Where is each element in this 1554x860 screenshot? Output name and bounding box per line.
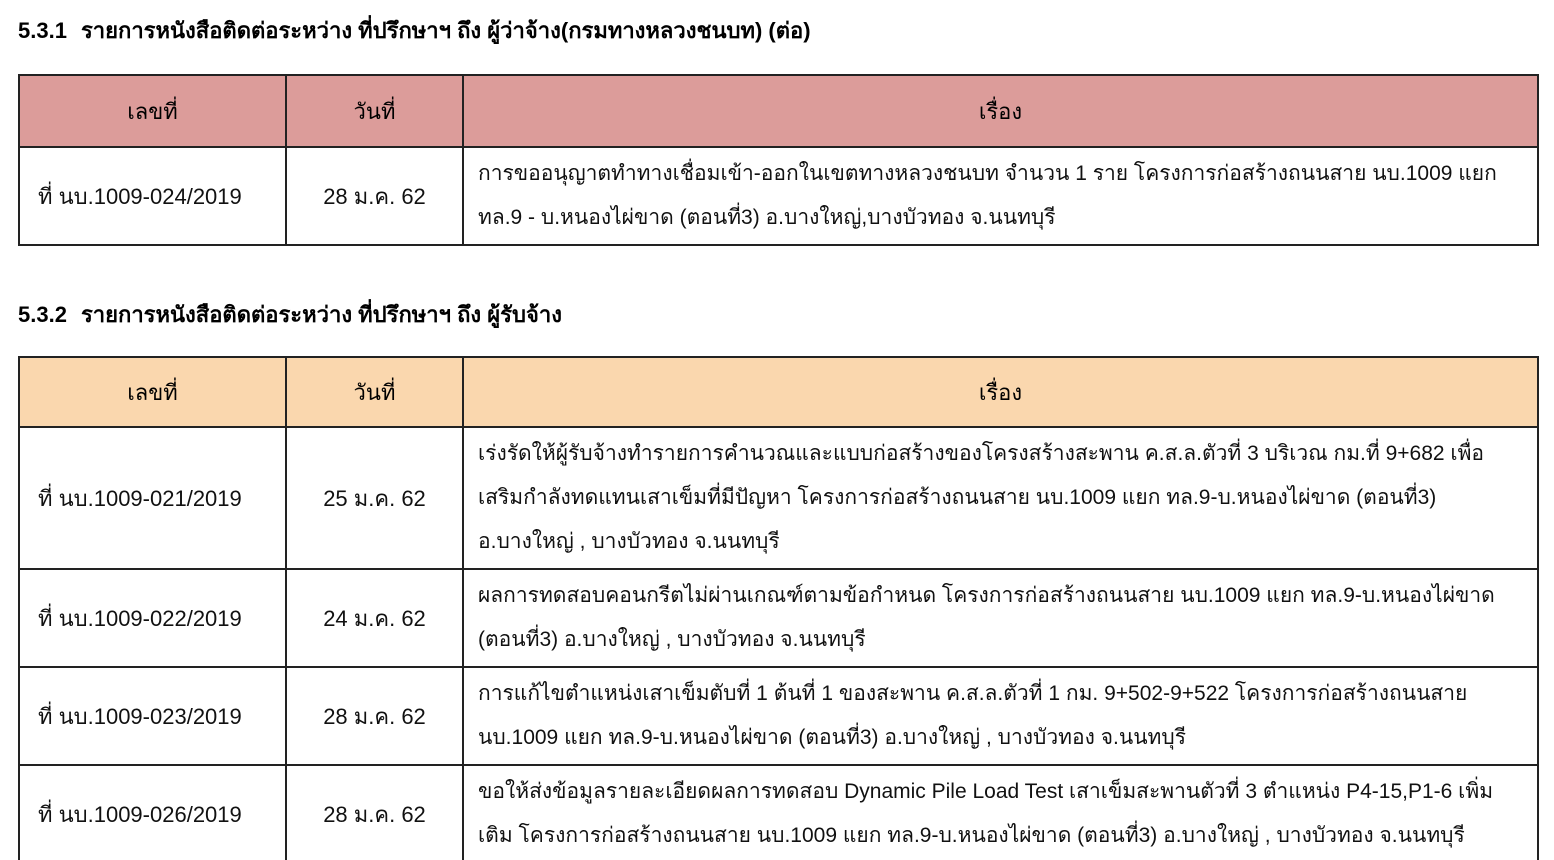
table-row xyxy=(19,765,1538,860)
cell-date: 28 ม.ค. 62 xyxy=(286,765,463,860)
cell-date: 24 ม.ค. 62 xyxy=(286,569,463,667)
column-header-date: วันที่ xyxy=(286,357,463,427)
section-number: 5.3.2 xyxy=(18,302,67,327)
cell-subject: การแก้ไขตำแหน่งเสาเข็มตับที่ 1 ต้นที่ 1 ของสะพาน ค.ส.ล.ตัวที่ 1 กม. 9+502-9+522 โครงการก่อสร้างถนนสาย นบ.1009 แยก ทล.9-บ.หนองไผ่ขาด (ตอนที่3) อ.บางใหญ่ , บางบัวทอง จ.นนทบุรี xyxy=(463,667,1538,765)
column-header-date: วันที่ xyxy=(286,75,463,147)
correspondence-table-531 xyxy=(18,74,1539,246)
cell-subject: เร่งรัดให้ผู้รับจ้างทำรายการคำนวณและแบบก่อสร้างของโครงสร้างสะพาน ค.ส.ล.ตัวที่ 3 บริเวณ กม.ที่ 9+682 เพื่อเสริมกำลังทดแทนเสาเข็มที่มีปัญหา โครงการก่อสร้างถนนสาย นบ.1009 แยก ทล.9-บ.หนองไผ่ขาด (ตอนที่3) อ.บางใหญ่ , บางบัวทอง จ.นนทบุรี xyxy=(463,427,1538,569)
cell-date: 28 ม.ค. 62 xyxy=(286,147,463,245)
section-title-531 xyxy=(18,16,1537,46)
section-title-text: รายการหนังสือติดต่อระหว่าง ที่ปรึกษาฯ ถึง ผู้ว่าจ้าง(กรมทางหลวงชนบท) (ต่อ) xyxy=(80,18,811,43)
correspondence-table-532 xyxy=(18,356,1539,860)
cell-letter-no: ที่ นบ.1009-026/2019 xyxy=(19,765,286,860)
cell-date: 28 ม.ค. 62 xyxy=(286,667,463,765)
cell-letter-no: ที่ นบ.1009-021/2019 xyxy=(19,427,286,569)
cell-letter-no: ที่ นบ.1009-023/2019 xyxy=(19,667,286,765)
cell-subject: การขออนุญาตทำทางเชื่อมเข้า-ออกในเขตทางหลวงชนบท จำนวน 1 ราย โครงการก่อสร้างถนนสาย นบ.1009 แยก ทล.9 - บ.หนองไผ่ขาด (ตอนที่3) อ.บางใหญ่,บางบัวทอง จ.นนทบุรี xyxy=(463,147,1538,245)
column-header-subject: เรื่อง xyxy=(463,357,1538,427)
column-header-no: เลขที่ xyxy=(19,75,286,147)
cell-letter-no: ที่ นบ.1009-022/2019 xyxy=(19,569,286,667)
column-header-no: เลขที่ xyxy=(19,357,286,427)
cell-subject: ผลการทดสอบคอนกรีตไม่ผ่านเกณฑ์ตามข้อกำหนด โครงการก่อสร้างถนนสาย นบ.1009 แยก ทล.9-บ.หนองไผ่ขาด (ตอนที่3) อ.บางใหญ่ , บางบัวทอง จ.นนทบุรี xyxy=(463,569,1538,667)
table-header-row xyxy=(19,75,1538,147)
table-row xyxy=(19,147,1538,245)
section-title-532 xyxy=(18,300,1537,330)
table-row xyxy=(19,569,1538,667)
section-number: 5.3.1 xyxy=(18,18,67,43)
cell-letter-no: ที่ นบ.1009-024/2019 xyxy=(19,147,286,245)
column-header-subject: เรื่อง xyxy=(463,75,1538,147)
cell-date: 25 ม.ค. 62 xyxy=(286,427,463,569)
table-row xyxy=(19,667,1538,765)
cell-subject: ขอให้ส่งข้อมูลรายละเอียดผลการทดสอบ Dynamic Pile Load Test เสาเข็มสะพานตัวที่ 3 ตำแหน่ง P4-15,P1-6 เพิ่มเติม โครงการก่อสร้างถนนสาย นบ.1009 แยก ทล.9-บ.หนองไผ่ขาด (ตอนที่3) อ.บางใหญ่ , บางบัวทอง จ.นนทบุรี xyxy=(463,765,1538,860)
table-row xyxy=(19,427,1538,569)
table-header-row xyxy=(19,357,1538,427)
section-title-text: รายการหนังสือติดต่อระหว่าง ที่ปรึกษาฯ ถึง ผู้รับจ้าง xyxy=(80,302,562,327)
